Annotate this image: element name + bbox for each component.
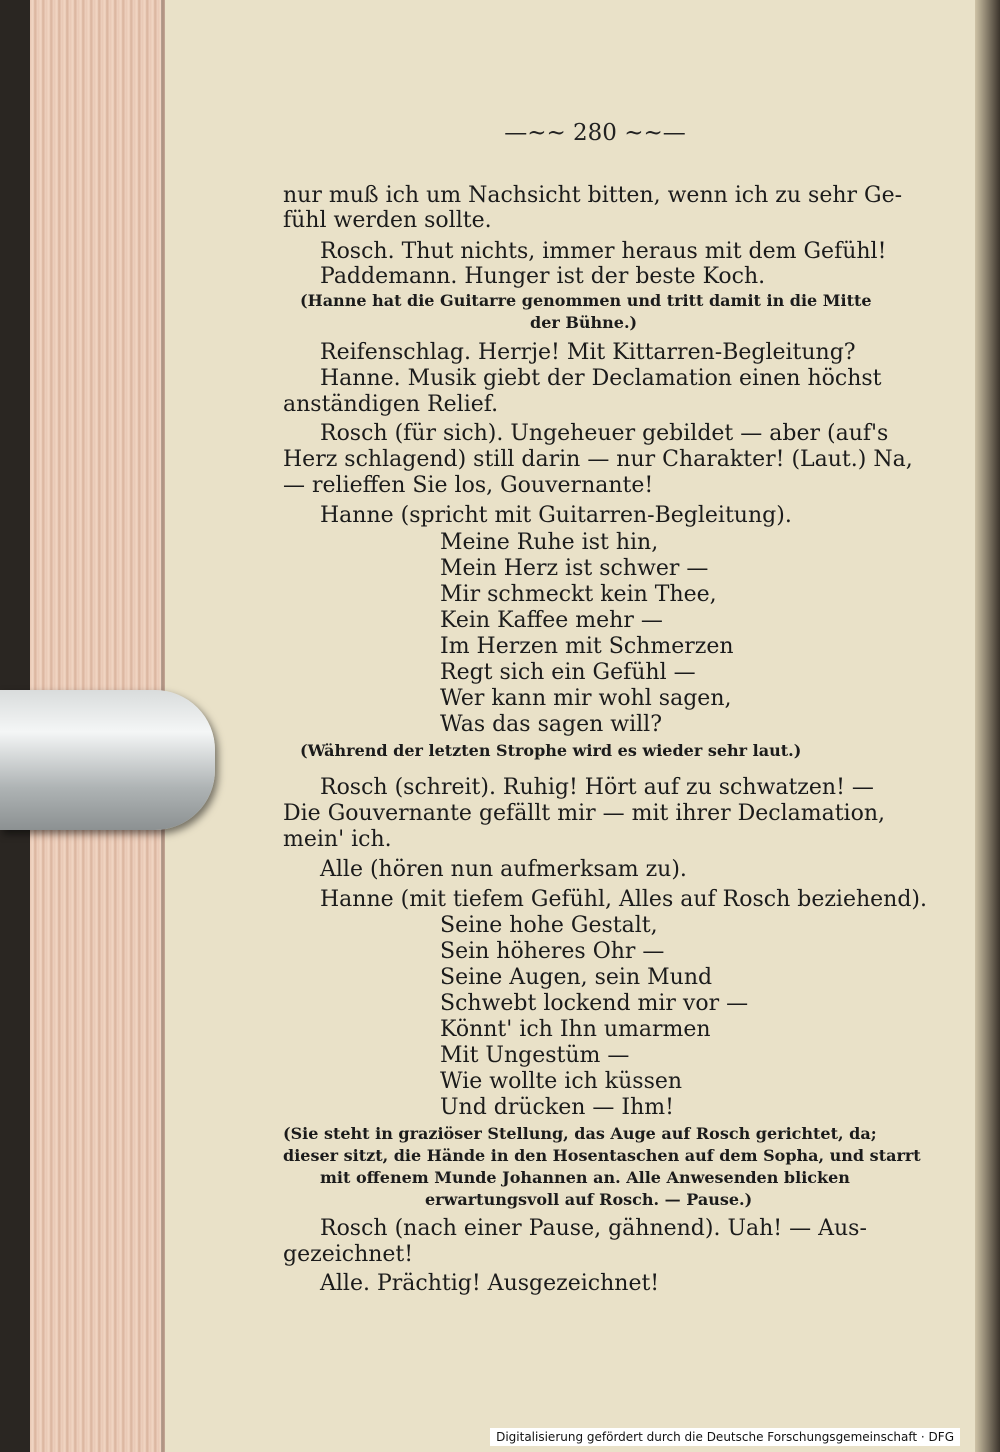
verse-line: Mit Ungestüm — — [440, 1043, 630, 1068]
text-line: Rosch. Thut nichts, immer heraus mit dem Gefühl! — [320, 239, 887, 264]
verse-line: Meine Ruhe ist hin, — [440, 530, 659, 555]
text-line: Die Gouvernante gefällt mir — mit ihrer Declamation, — [283, 801, 885, 826]
text-line: Hanne (mit tiefem Gefühl, Alles auf Rosch beziehend). — [320, 887, 928, 912]
stage-direction-line: (Hanne hat die Guitarre genommen und tritt damit in die Mitte — [300, 291, 872, 310]
stage-direction-line: mit offenem Munde Johannen an. Alle Anwesenden blicken — [320, 1168, 850, 1187]
text-line: mein' ich. — [283, 827, 392, 852]
page-number: —~~ 280 ~~— — [504, 120, 686, 146]
page-holder-clip — [0, 690, 215, 830]
verse-line: Mir schmeckt kein Thee, — [440, 582, 717, 607]
stage-direction-line: dieser sitzt, die Hände in den Hosentaschen auf dem Sopha, und starrt — [283, 1146, 921, 1165]
verse-line: Seine Augen, sein Mund — [440, 965, 713, 990]
verse-line: Seine hohe Gestalt, — [440, 913, 658, 938]
text-line: Rosch (schreit). Ruhig! Hört auf zu schwatzen! — — [320, 775, 874, 800]
verse-line: Mein Herz ist schwer — — [440, 556, 709, 581]
verse-line: Schwebt lockend mir vor — — [440, 991, 749, 1016]
stage-direction-line: der Bühne.) — [530, 313, 638, 332]
verse-line: Wie wollte ich küssen — [440, 1069, 683, 1094]
page-gutter-shadow — [975, 0, 1000, 1452]
verse-line: Wer kann mir wohl sagen, — [440, 686, 732, 711]
digitization-credit: Digitalisierung gefördert durch die Deutsche Forschungsgemeinschaft · DFG — [490, 1428, 960, 1446]
stage-direction-line: (Sie steht in graziöser Stellung, das Auge auf Rosch gerichtet, da; — [283, 1124, 877, 1143]
text-line: gezeichnet! — [283, 1242, 414, 1267]
verse-line: Regt sich ein Gefühl — — [440, 660, 696, 685]
stage-direction-line: erwartungsvoll auf Rosch. — Pause.) — [425, 1190, 753, 1209]
text-line: Paddemann. Hunger ist der beste Koch. — [320, 264, 766, 289]
text-line: Alle (hören nun aufmerksam zu). — [320, 857, 687, 882]
text-line: anständigen Relief. — [283, 392, 499, 417]
verse-line: Was das sagen will? — [440, 712, 662, 737]
text-line: fühl werden sollte. — [283, 208, 492, 233]
text-line: Rosch (für sich). Ungeheuer gebildet — aber (auf's — [320, 421, 889, 446]
verse-line: Und drücken — Ihm! — [440, 1095, 674, 1120]
text-line: Reifenschlag. Herrje! Mit Kittarren-Begleitung? — [320, 340, 856, 365]
verse-line: Kein Kaffee mehr — — [440, 608, 663, 633]
text-line: nur muß ich um Nachsicht bitten, wenn ich zu sehr Ge- — [283, 183, 903, 208]
text-line: Hanne (spricht mit Guitarren-Begleitung). — [320, 503, 792, 528]
text-line: Alle. Prächtig! Ausgezeichnet! — [320, 1271, 660, 1296]
text-line: Hanne. Musik giebt der Declamation einen höchst — [320, 366, 882, 391]
text-line: Rosch (nach einer Pause, gähnend). Uah! — Aus- — [320, 1216, 867, 1241]
verse-line: Könnt' ich Ihn umarmen — [440, 1017, 711, 1042]
text-line: — relieffen Sie los, Gouvernante! — [283, 473, 654, 498]
text-line: Herz schlagend) still darin — nur Charakter! (Laut.) Na, — [283, 447, 913, 472]
verse-line: Im Herzen mit Schmerzen — [440, 634, 734, 659]
verse-line: Sein höheres Ohr — — [440, 939, 665, 964]
stage-direction-line: (Während der letzten Strophe wird es wieder sehr laut.) — [300, 741, 802, 760]
